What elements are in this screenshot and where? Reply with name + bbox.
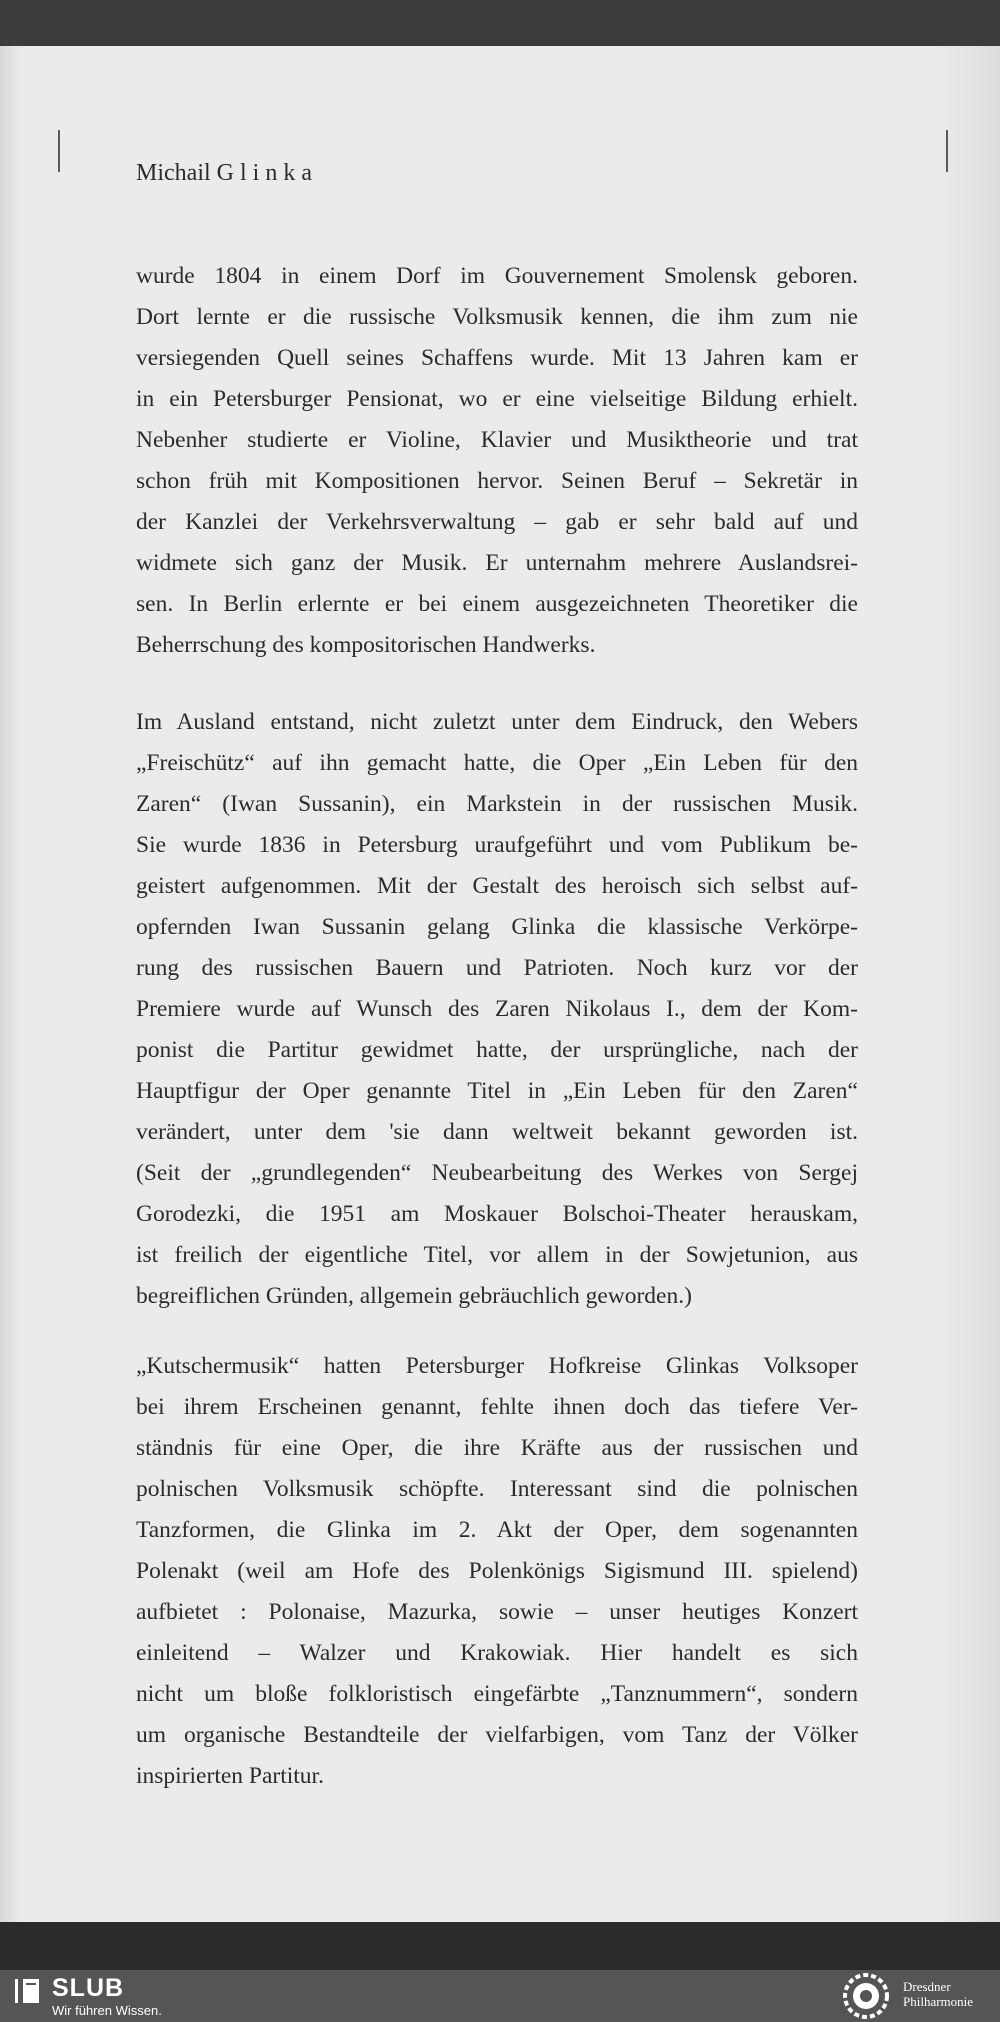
text-line: einleitend – Walzer und Krakowiak. Hier handelt es sich: [136, 1640, 858, 1666]
slub-logo-icon[interactable]: [14, 1977, 42, 2005]
page-right-shadow: [940, 46, 1000, 1922]
text-line: aufbietet : Polonaise, Mazurka, sowie – unser heutiges Konzert: [136, 1599, 858, 1625]
text-line: der Kanzlei der Verkehrsverwaltung – gab er sehr bald auf und: [136, 509, 858, 535]
scan-top-border: [0, 0, 1000, 46]
text-line: um organische Bestandteile der vielfarbigen, vom Tanz der Völker: [136, 1722, 858, 1748]
scan-bottom-border: [0, 1922, 1000, 1970]
text-line: begreiflichen Gründen, allgemein gebräuchlich geworden.): [136, 1283, 692, 1309]
philharmonie-name-line-2: Philharmonie: [903, 1994, 974, 2009]
paragraph-3: [136, 1346, 858, 1797]
text-line: wurde 1804 in einem Dorf im Gouvernement Smolensk geboren.: [136, 263, 858, 289]
page-title: [136, 160, 318, 187]
slub-name[interactable]: SLUB: [52, 1974, 125, 2002]
text-line: inspirierten Partitur.: [136, 1763, 324, 1789]
text-line: Im Ausland entstand, nicht zuletzt unter dem Eindruck, den Webers: [136, 709, 858, 735]
text-line: ponist die Partitur gewidmet hatte, der ursprüngliche, nach der: [136, 1037, 858, 1063]
text-line: geistert aufgenommen. Mit der Gestalt des heroisch sich selbst auf-: [136, 873, 858, 899]
philharmonie-name: [903, 1979, 973, 2009]
text-line: in ein Petersburger Pensionat, wo er eine vielseitige Bildung erhielt.: [136, 386, 858, 412]
text-line: ständnis für eine Oper, die ihre Kräfte aus der russischen und: [136, 1435, 858, 1461]
text-line: Sie wurde 1836 in Petersburg uraufgeführt und vom Publikum be-: [136, 832, 858, 858]
text-line: „Freischütz“ auf ihn gemacht hatte, die Oper „Ein Leben für den: [136, 750, 858, 776]
title-first-name: Michail: [136, 160, 211, 186]
paragraph-2: [136, 702, 858, 1317]
page-left-shadow: [0, 46, 20, 1922]
viewer-footer: [0, 1970, 1000, 2022]
text-line: Gorodezki, die 1951 am Moskauer Bolschoi-Theater herauskam,: [136, 1201, 858, 1227]
text-line: verändert, unter dem 'sie dann weltweit bekannt geworden ist.: [136, 1119, 858, 1145]
text-line: Polenakt (weil am Hofe des Polenkönigs Sigismund III. spielend): [136, 1558, 858, 1584]
text-line: ist freilich der eigentliche Titel, vor allem in der Sowjetunion, aus: [136, 1242, 858, 1268]
title-last-name: Glinka: [216, 160, 318, 186]
philharmonie-logo-icon[interactable]: [843, 1973, 889, 2019]
text-line: rung des russischen Bauern und Patrioten. Noch kurz vor der: [136, 955, 858, 981]
slub-tagline: Wir führen Wissen.: [52, 2003, 162, 2018]
text-line: versiegenden Quell seines Schaffens wurde. Mit 13 Jahren kam er: [136, 345, 858, 371]
margin-mark-right: [946, 130, 948, 172]
text-line: nicht um bloße folkloristisch eingefärbte „Tanznummern“, sondern: [136, 1681, 858, 1707]
text-line: Nebenher studierte er Violine, Klavier und Musiktheorie und trat: [136, 427, 858, 453]
text-line: widmete sich ganz der Musik. Er unternahm mehrere Auslandsrei-: [136, 550, 858, 576]
text-line: Premiere wurde auf Wunsch des Zaren Nikolaus I., dem der Kom-: [136, 996, 858, 1022]
text-line: sen. In Berlin erlernte er bei einem ausgezeichneten Theoretiker die: [136, 591, 858, 617]
text-line: Hauptfigur der Oper genannte Titel in „Ein Leben für den Zaren“: [136, 1078, 858, 1104]
text-line: „Kutschermusik“ hatten Petersburger Hofkreise Glinkas Volksoper: [136, 1353, 858, 1379]
text-line: polnischen Volksmusik schöpfte. Interessant sind die polnischen: [136, 1476, 858, 1502]
paragraph-1: [136, 256, 858, 666]
text-line: Dort lernte er die russische Volksmusik kennen, die ihm zum nie: [136, 304, 858, 330]
text-line: Tanzformen, die Glinka im 2. Akt der Oper, dem sogenannten: [136, 1517, 858, 1543]
text-line: opfernden Iwan Sussanin gelang Glinka die klassische Verkörpe-: [136, 914, 858, 940]
text-line: Beherrschung des kompositorischen Handwerks.: [136, 632, 596, 658]
philharmonie-name-line-1: Dresdner: [903, 1979, 951, 1994]
margin-mark-left: [58, 130, 60, 172]
text-line: Zaren“ (Iwan Sussanin), ein Markstein in der russischen Musik.: [136, 791, 858, 817]
text-line: (Seit der „grundlegenden“ Neubearbeitung des Werkes von Sergej: [136, 1160, 858, 1186]
text-line: bei ihrem Erscheinen genannt, fehlte ihnen doch das tiefere Ver-: [136, 1394, 858, 1420]
text-line: schon früh mit Kompositionen hervor. Seinen Beruf – Sekretär in: [136, 468, 858, 494]
